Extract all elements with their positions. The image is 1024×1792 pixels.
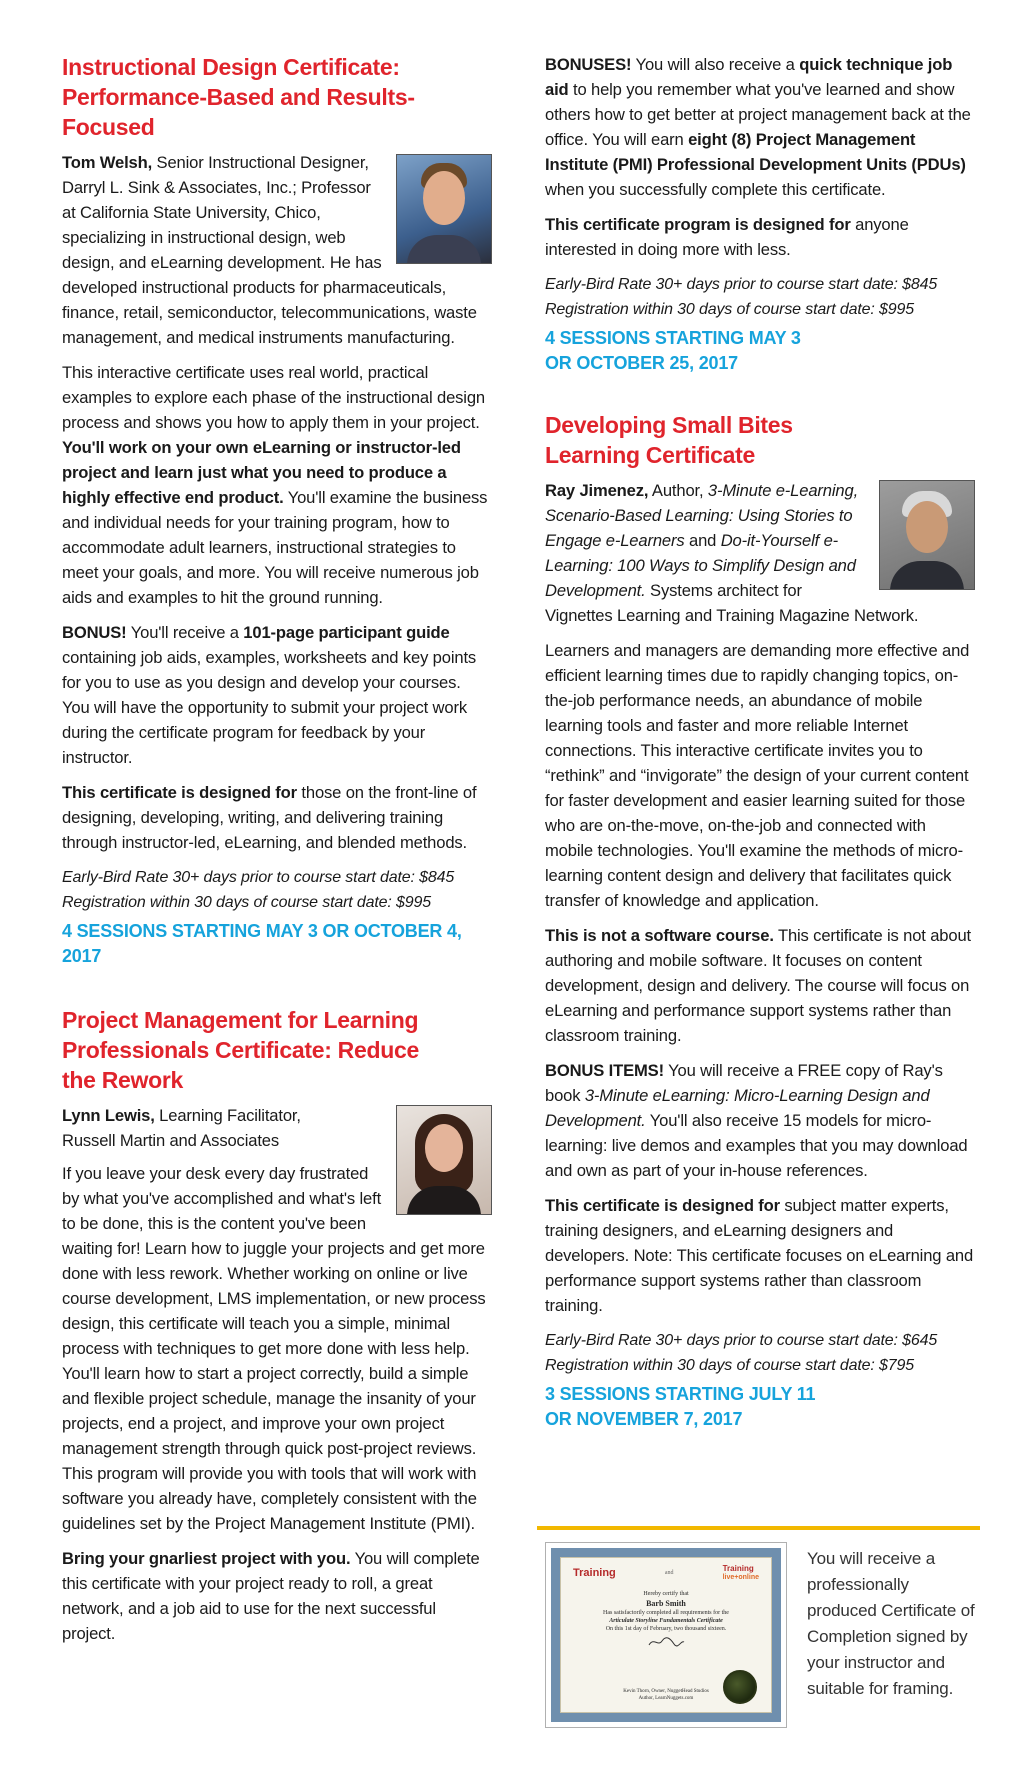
small-bites-title: Developing Small Bites Learning Certificate [545,412,793,468]
signature [646,1635,686,1649]
lynn-lewis-bio: Lynn Lewis, Learning Facilitator, Russell Martin and Associates [62,1106,301,1150]
sb-sessions-info: 3 SESSIONS STARTING JULY 11 OR NOVEMBER 7, 2017 [545,1384,816,1429]
ray-jimenez-photo [879,480,975,590]
certificate-image: Training and Training live+online Hereby certify that Barb Smith Has satisfactorily completed all requirements for the Articulate Storyline Fundamentals Certificate On this 1st day of February, two thousand sixteen. Kevin Thorn, Owner, NuggetHead Studios Author, LearnNuggets.com [545,1542,787,1728]
certificate-recipient: Barb Smith [646,1599,686,1608]
small-bites-audience: This certificate is designed for subject matter experts, training designers, and eLearning designers and developers. Note: This certificate focuses on eLearning and performance support systems rather than classroom training. [545,1196,974,1315]
small-bites-bonus: BONUS ITEMS! You will receive a FREE copy of Ray's book 3-Minute eLearning: Micro-Learning Design and Development. You'll also receive 15 models for micro-learning: live demos and examples that you may download and own as part of your in-house references. [545,1061,968,1180]
certificate-description: You will receive a professionally produced Certificate of Completion signed by your instructor and suitable for framing. [807,1549,975,1698]
tom-welsh-bio: Tom Welsh, Senior Instructional Designer, Darryl L. Sink & Associates, Inc.; Professor at California State University, Chico, specializing in instructional design, web design, and eLearning development. He has developed instructional products for pharmaceuticals, finance, retail, semiconductor, telecommunications, waste management, and medical instruments manufacturing. [62,153,477,347]
project-management-bonuses: BONUSES! You will also receive a quick technique job aid to help you remember what you've learned and show others how to get better at project management back at the office. You will earn eight (8) Project Management Institute (PMI) Professional Development Units (PDUs) when you successfully complete this certificate. [545,55,971,199]
small-bites-description: Learners and managers are demanding more effective and efficient learning times due to rapidly changing topics, on-the-job performance needs, an abundance of mobile learning tools and faster and more reliable Internet connections. This interactive certificate invites you to “rethink” and “invigorate” the design of your current content for faster development and easier learning suited for those who are on-the-move, on-the-job and connected with mobile technologies. You'll examine the methods of micro-learning content design and delivery that facilitates quick transfer of knowledge and application. [545,641,970,910]
early-bird-rate: Early-Bird Rate 30+ days prior to course start date: $845 [62,869,455,886]
left-column [62,52,492,1656]
section-divider [537,1526,980,1530]
instructional-design-description: This interactive certificate uses real world, practical examples to explore each phase of the instructional design process and shows you how to apply them in your project. You'll work on your own eLearning or instructor-led project and learn just what you need to produce a highly effective end product. You'll examine the business and individual needs for your training program, how to accommodate adult learners, instructional strategies to meet your goals, and more. You will receive numerous job aids and examples to hit the ground running. [62,363,488,607]
training-live-online-logo: Training live+online [722,1564,759,1581]
sb-registration-rate: Registration within 30 days of course start date: $795 [545,1357,915,1374]
right-column [545,52,975,1432]
registration-rate: Registration within 30 days of course start date: $995 [62,894,432,911]
project-management-title: Project Management for Learning Professionals Certificate: Reduce the Rework [62,1007,419,1093]
pm-registration-rate: Registration within 30 days of course start date: $995 [545,301,915,318]
lynn-lewis-photo [396,1105,492,1215]
pm-sessions-info: 4 SESSIONS STARTING MAY 3 OR OCTOBER 25, 2017 [545,328,801,373]
sb-early-bird-rate: Early-Bird Rate 30+ days prior to course start date: $645 [545,1332,938,1349]
ray-jimenez-bio: Ray Jimenez, Author, 3-Minute e-Learning, Scenario-Based Learning: Using Stories to Engage e-Learners and Do-it-Yourself e-Learning: 100 Ways to Simplify Design and Development. Systems architect for Vignettes Learning and Training Magazine Network. [545,481,919,625]
pm-early-bird-rate: Early-Bird Rate 30+ days prior to course start date: $845 [545,276,938,293]
instructional-design-bonus: BONUS! You'll receive a 101-page participant guide containing job aids, examples, worksheets and key points for you to use as you design and develop your courses. You will have the opportunity to submit your project work during the certificate program for feedback by your instructor. [62,623,477,767]
small-bites-not-software: This is not a software course. This certificate is not about authoring and mobile software. It focuses on content development, design and delivery. The course will focus on eLearning and performance support systems rather than classroom training. [545,926,971,1045]
instructional-design-title: Instructional Design Certificate: Performance-Based and Results-Focused [62,54,415,140]
sessions-info: 4 SESSIONS STARTING MAY 3 OR OCTOBER 4, 2017 [62,921,462,966]
project-management-description: If you leave your desk every day frustrated by what you've accomplished and what's left to be done, this is the content you've been waiting for! Learn how to juggle your projects and get more done with less rework. Whether working on online or live course development, LMS implementation, or new process design, this certificate will teach you a simple, minimal process with techniques to get more done with less help. You'll learn how to start a project correctly, build a simple and flexible project schedule, manage the insanity of your projects, end a project, and improve your own project management strength through quick post-project reviews. This program will provide you with tools that will work with software you already have, completely consistent with the guidelines set by the Project Management Institute (PMI). [62,1164,486,1533]
project-management-audience: This certificate program is designed for anyone interested in doing more with less. [545,215,909,259]
seal-icon [723,1670,757,1704]
project-management-closing: Bring your gnarliest project with you. You will complete this certificate with your project ready to roll, a great network, and a job aid to use for the next successful project. [62,1549,480,1643]
training-logo: Training [573,1567,616,1579]
instructional-design-audience: This certificate is designed for those on the front-line of designing, developing, writing, and delivering training through instructor-led, eLearning, and blended methods. [62,783,477,852]
tom-welsh-photo [396,154,492,264]
